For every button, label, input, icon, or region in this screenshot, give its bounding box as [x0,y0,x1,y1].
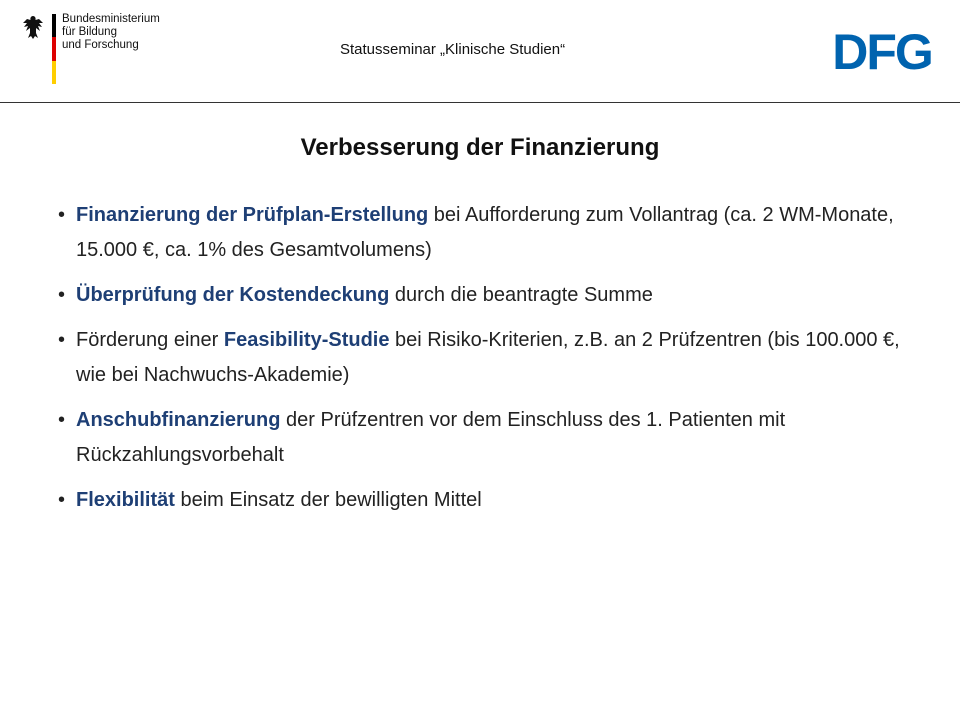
bullet-marker: • [58,204,66,226]
bullet-list [58,198,908,528]
bullet-text: bei Aufforderung zum Vollantrag (ca. 2 WM-Monate, 15.000 €, ca. 1% des Gesamtvolumens) [76,204,894,261]
dfg-logo-text: DFG [832,29,932,73]
bullet-emphasis: Feasibility-Studie [223,329,390,351]
german-flag-stripe [52,14,56,84]
bullet-emphasis: Flexibilität [76,489,175,511]
bullet-item [58,198,908,268]
bullet-emphasis: Finanzierung der Prüfplan-Erstellung [76,204,429,226]
bullet-marker: • [58,489,66,511]
bullet-item [58,323,908,393]
slide-header [0,0,960,103]
dfg-logo [822,29,942,73]
bullet-emphasis: Anschubfinanzierung [76,409,281,431]
ministry-line: für Bildung [62,26,117,38]
bullet-text: der Prüfzentren vor dem Einschluss des 1. Patienten mit Rückzahlungsvorbehalt [76,409,786,466]
bullet-text: durch die beantragte Summe [389,284,653,306]
bullet-prefix: Förderung einer [76,329,224,351]
bullet-text: beim Einsatz der bewilligten Mittel [174,489,482,511]
event-title: Statusseminar „Klinische Studien“ [340,41,566,58]
ministry-name [62,13,160,52]
ministry-line: Bundesministerium [62,13,160,25]
bullet-item [58,278,908,313]
bullet-marker: • [58,329,66,351]
bullet-item [58,483,908,518]
eagle-icon [22,14,44,40]
slide-title: Verbesserung der Finanzierung [300,134,660,161]
bullet-text: bei Risiko-Kriterien, z.B. an 2 Prüfzentren (bis 100.000 €, wie bei Nachwuchs-Akademie) [76,329,900,386]
bullet-item [58,403,908,473]
bullet-marker: • [58,409,66,431]
ministry-line: und Forschung [62,39,139,51]
bullet-emphasis: Überprüfung der Kostendeckung [76,284,390,306]
bullet-marker: • [58,284,66,306]
header-divider [0,102,960,103]
